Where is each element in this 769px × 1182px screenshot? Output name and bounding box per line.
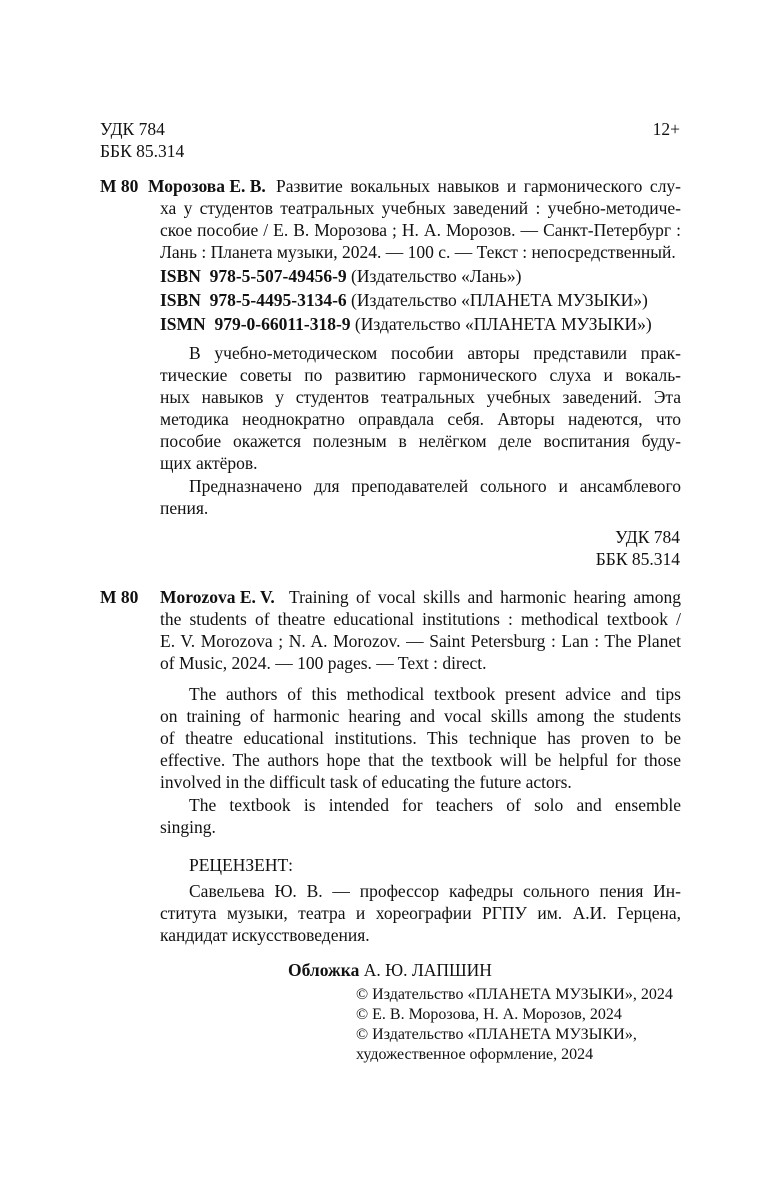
ru-purpose-line: Предназначено для преподавателей сольного и ансамблевого: [189, 476, 681, 496]
ru-abstract-line: щих актёров.: [160, 453, 258, 473]
en-abstract-line: involved in the difficult task of educating the future actors.: [160, 772, 572, 792]
header-bbk: ББК 85.314: [100, 141, 185, 161]
ru-isbn-row: [160, 289, 648, 312]
ru-isbn-row: [160, 265, 521, 288]
isbn-label: ISBN 978-5-507-49456-9: [160, 266, 347, 286]
en-purpose-line: The textbook is intended for teachers of solo and ensemble: [189, 795, 681, 815]
age-rating: 12+: [652, 119, 680, 139]
copyright-line: художественное оформление, 2024: [356, 1046, 594, 1063]
en-purpose-line: singing.: [160, 817, 216, 837]
en-author: Morozova E. V.: [160, 587, 275, 607]
en-abstract-line: of theatre educational institutions. This technique has proven to be: [160, 728, 681, 748]
isbn-label: ISMN 979-0-66011-318-9: [160, 314, 351, 334]
reviewer-line: кандидат искусствоведения.: [160, 925, 370, 945]
copyright-line: © Е. В. Морозова, Н. А. Морозов, 2024: [356, 1006, 622, 1023]
isbn-publisher: (Издательство «Лань»): [351, 266, 522, 286]
ru-author: Морозова Е. В.: [148, 176, 266, 196]
en-abstract-line: effective. The authors hope that the textbook will be helpful for those: [160, 750, 681, 770]
ru-purpose-line: пения.: [160, 498, 209, 518]
ru-title-line: ха у студентов театральных учебных заведений : учебно-методиче-: [160, 198, 681, 218]
ru-abstract-line: ных навыков у студентов театральных учебных заведений. Эта: [160, 387, 681, 407]
reviewer-heading: РЕЦЕНЗЕНТ:: [189, 855, 294, 875]
ru-udk: УДК 784: [615, 527, 680, 547]
reviewer-line: ститута музыки, театра и хореографии РГПУ им. А.И. Герцена,: [160, 903, 681, 923]
ru-bbk: ББК 85.314: [595, 549, 680, 569]
cover-credit: [288, 959, 492, 982]
cover-artist: А. Ю. ЛАПШИН: [363, 960, 492, 980]
ru-isbn-row: [160, 313, 652, 336]
en-index: М 80: [100, 587, 139, 607]
isbn-publisher: (Издательство «ПЛАНЕТА МУЗЫКИ»): [354, 314, 652, 334]
ru-index: М 80: [100, 176, 139, 196]
en-abstract-line: on training of harmonic hearing and vocal skills among the students: [160, 706, 681, 726]
ru-abstract-line: методика неоднократно оправдала себя. Авторы надеются, что: [160, 409, 681, 429]
ru-abstract-line: тические советы по развитию гармонического слуха и вокаль-: [160, 365, 681, 385]
en-title-line: of Music, 2024. — 100 pages. — Text : direct.: [160, 653, 487, 673]
en-title-line: the students of theatre educational institutions : methodical textbook /: [160, 609, 681, 629]
header-udk: УДК 784: [100, 119, 165, 139]
en-title-line: Training of vocal skills and harmonic hearing among: [289, 587, 681, 607]
ru-abstract-line: В учебно-методическом пособии авторы представили прак-: [189, 343, 681, 363]
isbn-label: ISBN 978-5-4495-3134-6: [160, 290, 347, 310]
copyright-line: © Издательство «ПЛАНЕТА МУЗЫКИ»,: [356, 1026, 637, 1043]
ru-abstract-line: пособие окажется полезным в нелёгком деле воспитания буду-: [160, 431, 681, 451]
en-title-line: E. V. Morozova ; N. A. Morozov. — Saint Petersburg : Lan : The Planet: [160, 631, 681, 651]
ru-title-line: Лань : Планета музыки, 2024. — 100 с. — Текст : непосредственный.: [160, 242, 676, 262]
ru-title-line: ское пособие / Е. В. Морозова ; Н. А. Морозов. — Санкт-Петербург :: [160, 220, 681, 240]
ru-title-line: Развитие вокальных навыков и гармонического слу-: [276, 176, 681, 196]
isbn-publisher: (Издательство «ПЛАНЕТА МУЗЫКИ»): [351, 290, 648, 310]
cover-label: Обложка: [288, 960, 360, 980]
en-abstract-line: The authors of this methodical textbook present advice and tips: [189, 684, 681, 704]
reviewer-line: Савельева Ю. В. — профессор кафедры сольного пения Ин-: [189, 881, 681, 901]
copyright-line: © Издательство «ПЛАНЕТА МУЗЫКИ», 2024: [356, 986, 673, 1003]
